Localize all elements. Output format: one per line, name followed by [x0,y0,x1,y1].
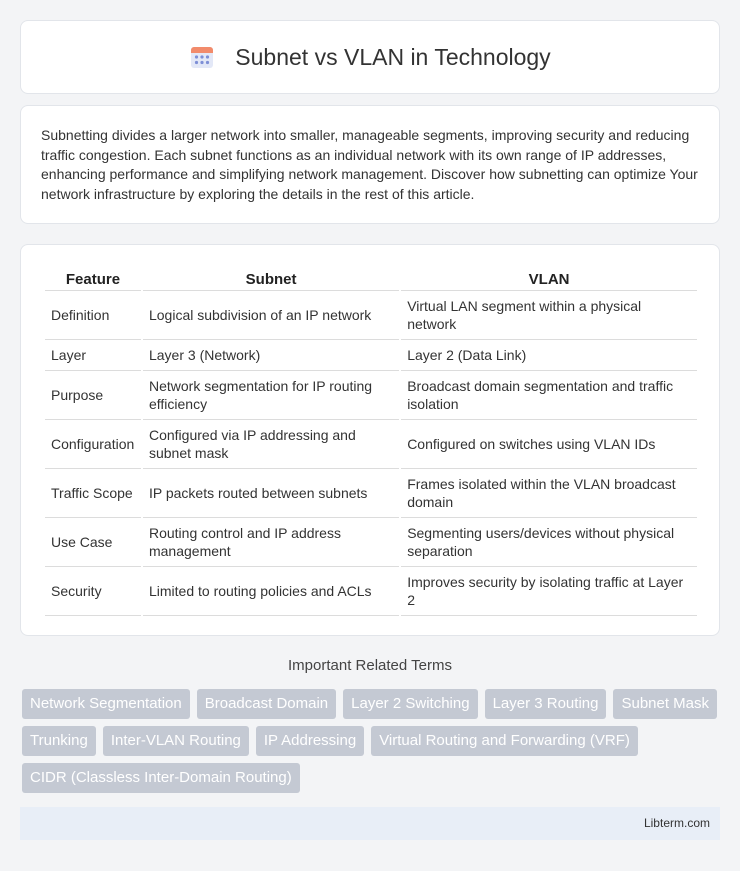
vlan-cell: Segmenting users/devices without physical separation [401,518,697,567]
vlan-cell: Virtual LAN segment within a physical network [401,291,697,340]
feature-cell: Security [45,567,141,616]
term-tag[interactable]: Subnet Mask [613,689,717,719]
table-row [45,371,697,420]
feature-cell: Definition [45,291,141,340]
term-tag[interactable]: Layer 3 Routing [485,689,607,719]
table-row [45,469,697,518]
subnet-cell: Network segmentation for IP routing efficiency [143,371,399,420]
page-title: Subnet vs VLAN in Technology [235,43,551,70]
subnet-cell: Limited to routing policies and ACLs [143,567,399,616]
vlan-cell: Frames isolated within the VLAN broadcast domain [401,469,697,518]
header-subnet: Subnet [143,265,399,291]
term-tag[interactable]: Layer 2 Switching [343,689,477,719]
feature-cell: Purpose [45,371,141,420]
term-tag[interactable]: Broadcast Domain [197,689,336,719]
comparison-card [20,244,720,636]
intro-paragraph: Subnetting divides a larger network into smaller, manageable segments, improving security and reducing traffic congestion. Each subnet functions as an individual network with its own range of IP addresses, enhancing performance and simplifying network management. Discover how subnetting can optimize Your network infrastructure by exploring the details in the rest of this article. [41,127,698,202]
calendar-grid-icon [189,44,215,70]
header-vlan: VLAN [401,265,697,291]
feature-cell: Configuration [45,420,141,469]
intro-card [20,105,720,224]
vlan-cell: Layer 2 (Data Link) [401,340,697,371]
term-tag[interactable]: Trunking [22,726,96,756]
feature-cell: Use Case [45,518,141,567]
term-tag[interactable]: CIDR (Classless Inter-Domain Routing) [22,763,300,793]
feature-cell: Layer [45,340,141,371]
vlan-cell: Improves security by isolating traffic at Layer 2 [401,567,697,616]
footer [20,807,720,840]
related-terms-title: Important Related Terms [288,657,452,674]
table-header-row [45,265,697,291]
feature-cell: Traffic Scope [45,469,141,518]
footer-site-link[interactable]: Libterm.com [643,816,710,830]
table-row [45,291,697,340]
comparison-table [43,265,699,616]
term-tag[interactable]: Inter-VLAN Routing [103,726,249,756]
header-card [20,20,720,94]
vlan-cell: Configured on switches using VLAN IDs [401,420,697,469]
term-tag[interactable]: Virtual Routing and Forwarding (VRF) [371,726,638,756]
subnet-cell: Layer 3 (Network) [143,340,399,371]
table-row [45,340,697,371]
subnet-cell: Configured via IP addressing and subnet mask [143,420,399,469]
table-row [45,567,697,616]
header-feature: Feature [45,265,141,291]
term-tag[interactable]: Network Segmentation [22,689,190,719]
subnet-cell: Logical subdivision of an IP network [143,291,399,340]
subnet-cell: Routing control and IP address management [143,518,399,567]
term-tag[interactable]: IP Addressing [256,726,364,756]
subnet-cell: IP packets routed between subnets [143,469,399,518]
related-terms-list [22,689,722,793]
table-row [45,518,697,567]
vlan-cell: Broadcast domain segmentation and traffic isolation [401,371,697,420]
table-row [45,420,697,469]
